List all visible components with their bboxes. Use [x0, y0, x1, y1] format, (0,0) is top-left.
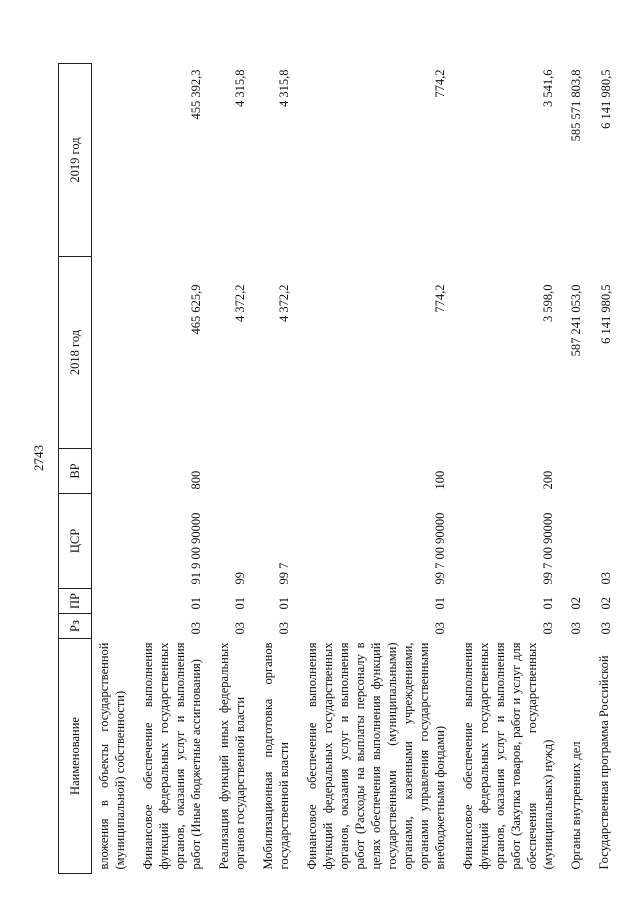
header-year-2018: 2018 год [59, 257, 92, 449]
row-year-2019: 585 571 803,8 [569, 69, 583, 142]
row-pr: 01 [233, 597, 247, 610]
row-csr [558, 494, 586, 589]
row-pr: 01 [189, 597, 203, 610]
row-vr [250, 449, 294, 494]
table-row [130, 64, 206, 874]
table-row [586, 64, 614, 874]
row-year-2018: 4 372,2 [233, 284, 247, 322]
row-name: Государственная программа Российской [597, 655, 611, 870]
row-name: Мобилизационная подготовка органов государственной власти [261, 642, 291, 870]
header-vr: ВР [59, 449, 92, 494]
table-row [294, 64, 450, 874]
row-csr: 99 7 [277, 562, 291, 585]
row-pr: 01 [541, 597, 555, 610]
row-rz: 03 [233, 622, 247, 635]
header-row [59, 64, 92, 874]
row-csr: 99 [233, 572, 247, 585]
row-year-2019: 6 141 980,5 [599, 69, 613, 129]
table-row [206, 64, 250, 874]
header-csr: ЦСР [59, 494, 92, 589]
row-name: Реализация функций иных федеральных органов государственной власти [217, 642, 247, 870]
row-vr: 100 [433, 470, 447, 490]
row-year-2018: 465 625,9 [189, 284, 203, 335]
row-vr: 200 [541, 470, 555, 490]
table-row [450, 64, 558, 874]
row-year-2018: 774,2 [433, 284, 447, 313]
row-year-2018: 6 141 980,5 [599, 284, 613, 344]
row-rz: 03 [189, 622, 203, 635]
row-year-2018: 4 372,2 [277, 284, 291, 322]
row-pr: 02 [599, 597, 613, 610]
row-year-2019: 774,2 [433, 69, 447, 98]
row-year-2018: 587 241 053,0 [569, 284, 583, 357]
row-pr: 01 [277, 597, 291, 610]
row-year-2018: 3 598,0 [541, 284, 555, 322]
row-year-2018 [92, 257, 131, 449]
header-pr: ПР [59, 589, 92, 614]
row-year-2019: 455 392,3 [189, 69, 203, 120]
row-csr: 99 7 00 90000 [541, 512, 555, 585]
row-rz [92, 614, 131, 639]
row-year-2019: 3 541,6 [541, 69, 555, 107]
row-csr [92, 494, 131, 589]
row-csr: 99 7 00 90000 [433, 512, 447, 585]
row-pr: 02 [569, 597, 583, 610]
table-row [558, 64, 586, 874]
row-name: Финансовое обеспечение выполнения функций федеральных государственных органов, оказания услуг и выполнения работ (Закупка товаров, работ и услуг для обеспечения государственных (муниципальных) нужд) [461, 642, 555, 870]
row-name: Органы внутренних дел [569, 741, 583, 870]
row-csr: 91 9 00 90000 [189, 512, 203, 585]
header-rz: Рз [59, 614, 92, 639]
row-vr [586, 449, 614, 494]
header-year-2019: 2019 год [59, 64, 92, 257]
row-rz: 03 [277, 622, 291, 635]
header-name: Наименование [59, 639, 92, 874]
table-body [92, 64, 615, 874]
row-vr [92, 449, 131, 494]
row-pr [92, 589, 131, 614]
table-row [250, 64, 294, 874]
row-rz: 03 [433, 622, 447, 635]
row-year-2019: 4 315,8 [277, 69, 291, 107]
row-name: Финансовое обеспечение выполнения функций федеральных государственных органов, оказания услуг и выполнения работ (Расходы на выплаты персоналу в целях обеспечения выполнения функций государственными (муниципальными) органами, казенными учреждениями, органами управления государственными внебюджетными фондами) [305, 642, 447, 870]
row-vr [558, 449, 586, 494]
table-row [92, 64, 131, 874]
page-number: 2743 [31, 445, 46, 471]
row-year-2019: 4 315,8 [233, 69, 247, 107]
budget-table [58, 63, 614, 874]
table-header [59, 64, 92, 874]
row-rz: 03 [541, 622, 555, 635]
rotated-page-content [58, 64, 618, 874]
row-name: вложения в объекты государственной (муниципальной) собственности) [97, 642, 127, 870]
row-name: Финансовое обеспечение выполнения функций федеральных государственных органов, оказания услуг и выполнения работ (Иные бюджетные ассигнования) [141, 642, 203, 870]
row-rz: 03 [569, 622, 583, 635]
row-csr: 03 [599, 572, 613, 585]
row-year-2019 [92, 64, 131, 257]
row-pr: 01 [433, 597, 447, 610]
row-rz: 03 [599, 622, 613, 635]
row-vr: 800 [189, 470, 203, 490]
row-vr [206, 449, 250, 494]
